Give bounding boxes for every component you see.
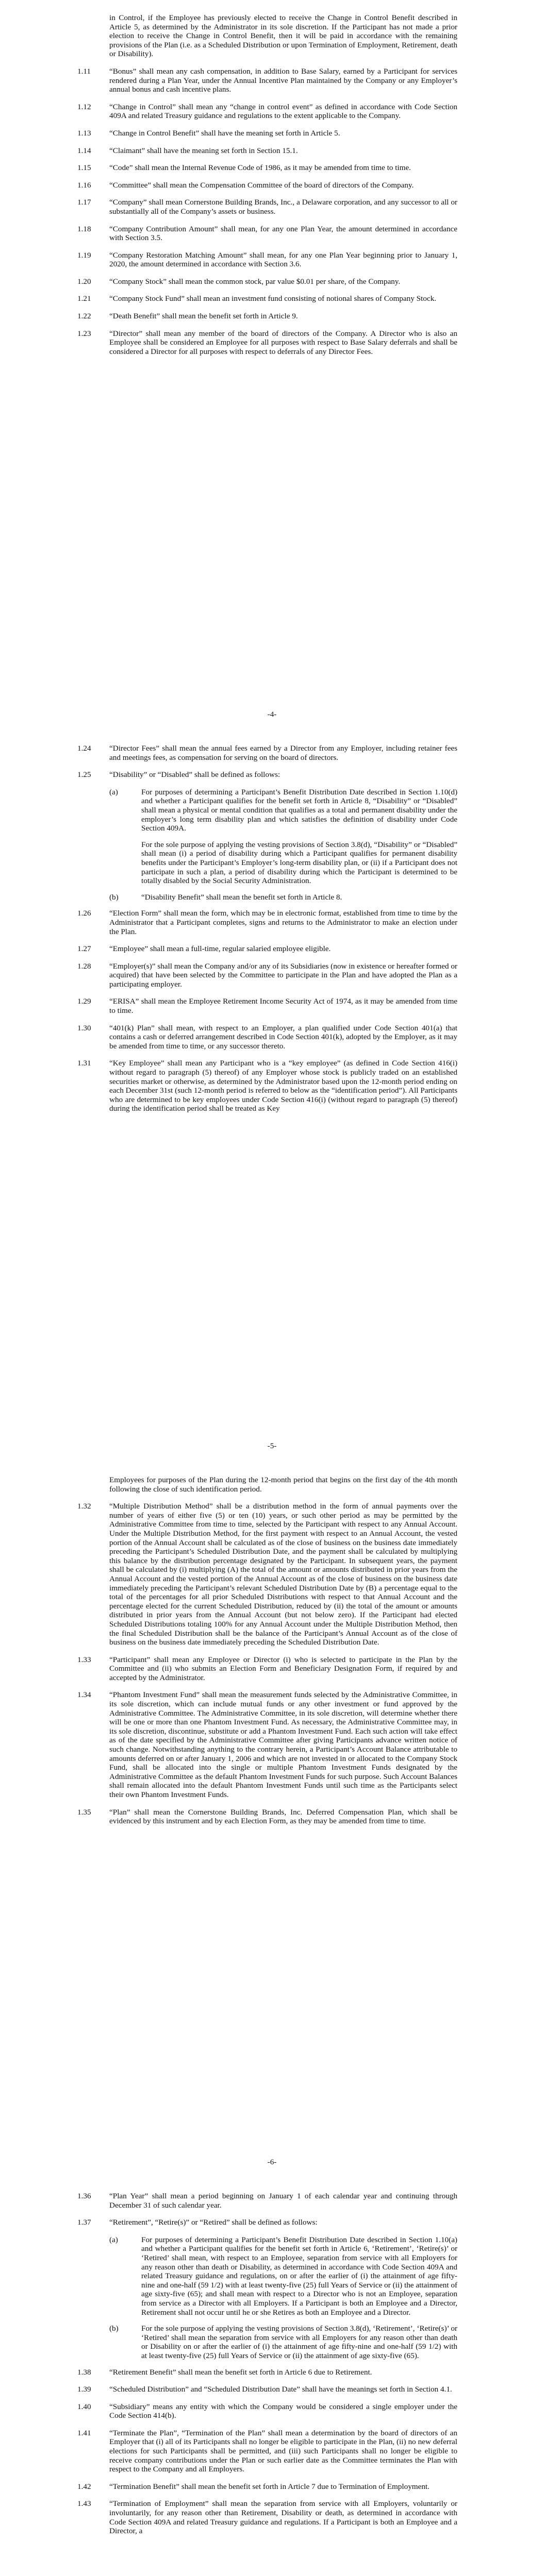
continuation-paragraph: in Control, if the Employee has previously elected to receive the Change in Control Benefit described in Article 5, as determined by the Administrator in its sole discretion. If the Participant has not made a prior election to receive the Change in Control Benefit, then it will be paid in accordance with the remaining provisions of the Plan (i.e. as a Scheduled Distribution or upon Termination of Employment, Retirement, death or Disability). <box>109 13 457 59</box>
section-text: “Change in Control” shall mean any “change in control event” as defined in accordance with Code Section 409A and related Treasury guidance and regulations to the extent applicable to the Company. <box>109 102 457 121</box>
subsection-text: For purposes of determining a Participant’s Benefit Distribution Date described in Section 1.10(a) and whether a Participant qualifies for the benefit set forth in Article 6, ‘Retirement’, ‘Retire(s)’ or ‘Retired’ shall mean, with respect to an Employee, separation from service with all Employers for any reason other than death or Disability, as determined in accordance with Code Section 409A and related Treasury guidance and regulations, on or after the earlier of (i) the attainment of age fifty-nine and one-half (59 1/2) with at least twenty-five (25) full Years of Service or (ii) the attainment of age sixty-five (65); and shall mean with respect to a Director who is not an Employee, separation from service as a Director with all Employers. If a Participant is both an Employee and a Director, Retirement shall not occur until he or she Retires as both an Employee and a Director. <box>141 2235 457 2317</box>
section-number: 1.26 <box>77 909 91 918</box>
page-number: -5- <box>267 1442 277 1451</box>
section-item <box>77 2499 457 2536</box>
section-text: “Employee” shall mean a full-time, regular salaried employee eligible. <box>109 944 331 954</box>
section-number: 1.34 <box>77 1690 91 1700</box>
section-text: “Director Fees” shall mean the annual fees earned by a Director from any Employer, including retainer fees and meetings fees, as compensation for serving on the board of directors. <box>109 744 457 762</box>
section-text: “Claimant” shall have the meaning set forth in Section 15.1. <box>109 146 298 155</box>
section-list <box>77 744 457 779</box>
section-text: “Bonus” shall mean any cash compensation, in addition to Base Salary, earned by a Participant for services rendered during a Plan Year, under the Annual Incentive Plan maintained by the Company or any Employer’s annual bonus and cash incentive plans. <box>109 66 457 94</box>
document-page-6 <box>0 1463 544 2179</box>
section-item <box>77 250 457 269</box>
section-item <box>77 770 457 779</box>
section-item <box>77 224 457 243</box>
section-text: “Company Stock Fund” shall mean an investment fund consisting of notional shares of Company Stock. <box>109 294 436 303</box>
page-number: -4- <box>267 710 277 719</box>
section-number: 1.21 <box>77 294 91 303</box>
section-text: “Termination of Employment” shall mean the separation from service with all Employers, voluntarily or involuntarily, for any reason other than Retirement, Disability or death, as determined in accordance with Code Section 409A and related Treasury guidance and regulations. If a Participant is both an Employee and a Director, a <box>109 2499 457 2536</box>
subsection-label: (b) <box>109 892 119 902</box>
section-text: “Director” shall mean any member of the board of directors of the Company. A Director who is also an Employee shall be considered an Employee for all purposes with respect to Base Salary deferrals and shall be considered a Director for all purposes with respect to deferrals of any Director Fees. <box>109 329 457 356</box>
section-number: 1.18 <box>77 224 91 233</box>
section-text: “Company Stock” shall mean the common stock, par value $0.01 per share, of the Company. <box>109 277 401 286</box>
document-page-7 <box>0 2179 544 2576</box>
section-item <box>77 2385 457 2394</box>
section-text: “Company” shall mean Cornerstone Building Brands, Inc., a Delaware corporation, and any successor to all or substantially all of the Company’s assets or business. <box>109 198 457 216</box>
section-item <box>77 1690 457 1799</box>
section-number: 1.36 <box>77 2192 91 2200</box>
section-item <box>77 744 457 762</box>
section-number: 1.24 <box>77 744 91 753</box>
section-text: “Disability” or “Disabled” shall be defined as follows: <box>109 770 281 779</box>
section-number: 1.20 <box>77 277 91 286</box>
section-item <box>77 66 457 94</box>
section-text: “Company Contribution Amount” shall mean, for any one Plan Year, the amount determined in accordance with Section 3.5. <box>109 224 457 243</box>
section-text: “Participant” shall mean any Employee or Director (i) who is selected to participate in the Plan by the Committee and (ii) who submits an Election Form and Beneficiary Designation Form, if required by and accepted by the Administrator. <box>109 1655 457 1682</box>
section-item <box>77 2367 457 2377</box>
section-number: 1.37 <box>77 2218 91 2227</box>
section-text: “Multiple Distribution Method” shall be a distribution method in the form of annual payments over the number of years of either five (5) or ten (10) years, or such other period as may be permitted by the Administrative Committee from time to time, selected by the Participant with respect to any Annual Account. Under the Multiple Distribution Method, for the first payment with respect to an Annual Account, the vested portion of the Annual Account shall be calculated as of the close of business on the business date immediately preceding the Participant’s Scheduled Distribution Date, and the payment shall be calculated by multiplying this balance by the distribution percentage designated by the Participant. In subsequent years, the payment shall be calculated by (i) multiplying (A) the total of the amount or amounts distributed in prior years from the Annual Account and the vested portion of the Annual Account as of the close of business on the business date immediately preceding the Participant’s relevant Scheduled Distribution Date by (B) a percentage equal to the total of the percentages for all prior Scheduled Distributions with respect to that Annual Account and the percentage elected for the current Scheduled Distribution, reduced by (ii) the total of the amount or amounts distributed in prior years from the Annual Account (but not below zero). If the Participant had elected Scheduled Distributions totaling 100% for any Annual Account under the Multiple Distribution Method, then the final Scheduled Distribution shall be the balance of the Participant’s Annual Account as of the close of business on the business date immediately preceding the Scheduled Distribution Date. <box>109 1502 457 1647</box>
section-item <box>77 277 457 286</box>
section-list <box>77 66 457 356</box>
section-number: 1.23 <box>77 329 91 338</box>
section-number: 1.12 <box>77 102 91 111</box>
section-number: 1.29 <box>77 997 91 1006</box>
section-item <box>77 1023 457 1051</box>
section-item <box>77 2482 457 2492</box>
section-number: 1.17 <box>77 198 91 207</box>
section-number: 1.33 <box>77 1655 91 1664</box>
section-number: 1.39 <box>77 2385 91 2394</box>
section-list <box>77 1502 457 1826</box>
section-item <box>77 294 457 303</box>
section-text: “Key Employee” shall mean any Participant who is a “key employee” (as defined in Code Section 416(i) without regard to paragraph (5) thereof) of any Employer whose stock is publicly traded on an established securities market or otherwise, as determined by the Administrator based upon the 12-month period ending on each December 31st (such 12-month period is referred to below as the “identification period”). All Participants who are determined to be key employees under Code Section 416(i) (without regard to paragraph (5) thereof) during the identification period shall be treated as Key <box>109 1059 457 1113</box>
section-text: “Code” shall mean the Internal Revenue Code of 1986, as it may be amended from time to time. <box>109 163 411 173</box>
section-number: 1.32 <box>77 1502 91 1511</box>
section-item <box>77 997 457 1015</box>
section-item <box>77 944 457 954</box>
section-text: “Company Restoration Matching Amount” shall mean, for any one Plan Year beginning prior to January 1, 2020, the amount determined in accordance with Section 3.6. <box>109 250 457 269</box>
section-text: “Phantom Investment Fund” shall mean the measurement funds selected by the Administrative Committee, in its sole discretion, which can include mutual funds or any other investment or fund approved by the Administrative Committee. The Administrative Committee, in its sole discretion, will determine whether there will be one or more than one Phantom Investment Fund. As necessary, the Administrative Committee may, in its sole discretion, discontinue, substitute or add a Phantom Investment Fund. Each such action will take effect as of the date specified by the Administrative Committee after giving Participants advance written notice of such change. Notwithstanding anything to the contrary herein, a Participant’s Account Balance attributable to amounts deferred on or after January 1, 2006 and which are not invested in or allocated to the Company Stock Fund, shall be allocated into the single or multiple Phantom Investment Funds designated by the Administrative Committee as the default Phantom Investment Funds for such purpose. Such Account Balances shall remain allocated into the default Phantom Investment Funds until such time as the Participants select their own Phantom Investment Funds. <box>109 1690 457 1799</box>
section-item <box>77 163 457 173</box>
subsection-label: (a) <box>109 787 118 796</box>
document-page-5 <box>0 732 544 1463</box>
page-number: -6- <box>267 2158 277 2167</box>
subsection-disability-a <box>109 788 457 886</box>
subsection-text: For the sole purpose of applying the vesting provisions of Section 3.8(d), ‘Retirement’, ‘Retire(s)’ or ‘Retired’ shall mean the separation from service with all Employers for any reason other than death or Disability on or after the earlier of (i) the attainment of age fifty-nine and one-half (59 1/2) with at least twenty-five (25) full Years of Service or (ii) the attainment of age sixty-five (65). <box>141 2324 457 2360</box>
section-item <box>77 180 457 190</box>
section-text: “Employer(s)” shall mean the Company and/or any of its Subsidiaries (now in existence or hereafter formed or acquired) that have been selected by the Committee to participate in the Plan and have adopted the Plan as a participating employer. <box>109 961 457 989</box>
section-item <box>77 128 457 138</box>
section-list <box>77 2192 457 2227</box>
subsection-text: For the sole purpose of applying the vesting provisions of Section 3.8(d), “Disability” or “Disabled” shall mean (i) a period of disability during which a Participant qualifies for permanent disability benefits under the Participant’s Employer’s long-term disability plan, or (ii) if a Participant does not participate in such a plan, a period of disability during which the Participant is determined to be totally disabled by the Social Security Administration. <box>141 840 457 886</box>
section-item <box>77 198 457 216</box>
section-number: 1.43 <box>77 2499 91 2509</box>
section-text: “Change in Control Benefit” shall have the meaning set forth in Article 5. <box>109 128 340 138</box>
section-number: 1.13 <box>77 128 91 138</box>
section-item <box>77 2428 457 2474</box>
subsection-retirement-a <box>109 2235 457 2317</box>
section-number: 1.38 <box>77 2367 91 2377</box>
section-text: “Plan Year” shall mean a period beginning on January 1 of each calendar year and continuing through December 31 of such calendar year. <box>109 2192 457 2210</box>
section-item <box>77 1502 457 1647</box>
document-page-4 <box>0 0 544 732</box>
section-number: 1.35 <box>77 1807 91 1817</box>
section-number: 1.14 <box>77 146 91 155</box>
subsection-disability-b <box>109 893 457 902</box>
section-number: 1.27 <box>77 944 91 954</box>
section-item <box>77 2218 457 2227</box>
section-text: “Death Benefit” shall mean the benefit set forth in Article 9. <box>109 312 298 321</box>
subsection-label: (a) <box>109 2235 118 2244</box>
section-number: 1.42 <box>77 2482 91 2491</box>
section-text: “Scheduled Distribution” and “Scheduled Distribution Date” shall have the meanings set forth in Section 4.1. <box>109 2385 452 2394</box>
section-number: 1.40 <box>77 2402 91 2411</box>
section-item <box>77 1807 457 1826</box>
section-text: “Election Form” shall mean the form, which may be in electronic format, established from time to time by the Administrator that a Participant completes, signs and returns to the Administrator to make an election under the Plan. <box>109 909 457 936</box>
section-text: “Terminate the Plan”, “Termination of the Plan” shall mean a determination by the board of directors of an Employer that (i) all of its Participants shall no longer be eligible to participate in the Plan, (ii) no new deferral elections for such Participants shall be permitted, and (iii) such Participants shall no longer be eligible to receive company contributions under the Plan or such earlier date as the Committee terminates the Plan with respect to the Company and all Employers. <box>109 2428 457 2474</box>
section-number: 1.30 <box>77 1023 91 1032</box>
section-item <box>77 146 457 156</box>
section-item <box>77 2192 457 2210</box>
section-item <box>77 909 457 936</box>
section-item <box>77 1655 457 1683</box>
section-item <box>77 961 457 989</box>
section-number: 1.19 <box>77 250 91 260</box>
section-text: “Committee” shall mean the Compensation Committee of the board of directors of the Company. <box>109 180 414 190</box>
section-list <box>77 909 457 1113</box>
section-number: 1.25 <box>77 770 91 779</box>
section-number: 1.16 <box>77 180 91 190</box>
section-item <box>77 329 457 357</box>
section-text: “Termination Benefit” shall mean the benefit set forth in Article 7 due to Termination of Employment. <box>109 2482 430 2491</box>
section-number: 1.41 <box>77 2428 91 2437</box>
section-text: “Plan” shall mean the Cornerstone Building Brands, Inc. Deferred Compensation Plan, which shall be evidenced by this instrument and by each Election Form, as they may be amended from time to time. <box>109 1807 457 1826</box>
subsection-label: (b) <box>109 2324 119 2333</box>
section-list <box>77 2367 457 2536</box>
section-number: 1.22 <box>77 312 91 321</box>
subsection-retirement-b <box>109 2324 457 2360</box>
subsection-text: For purposes of determining a Participant’s Benefit Distribution Date described in Section 1.10(d) and whether a Participant qualifies for the benefit set forth in Article 8, “Disability” or “Disabled” shall mean a physical or mental condition that qualifies as a total and permanent disability under the employer’s long term disability plan and which satisfies the definition of disability under Code Section 409A. <box>141 787 457 833</box>
continuation-paragraph: Employees for purposes of the Plan during the 12-month period that begins on the first day of the 4th month following the close of such identification period. <box>109 1476 457 1494</box>
section-item <box>77 102 457 121</box>
section-text: “Subsidiary” means any entity with which the Company would be considered a single employer under the Code Section 414(b). <box>109 2402 457 2420</box>
section-number: 1.15 <box>77 163 91 173</box>
section-text: “ERISA” shall mean the Employee Retirement Income Security Act of 1974, as it may be amended from time to time. <box>109 997 457 1015</box>
section-text: “Retirement”, “Retire(s)” or “Retired” shall be defined as follows: <box>109 2218 318 2227</box>
subsection-text: “Disability Benefit” shall mean the benefit set forth in Article 8. <box>141 892 342 902</box>
section-number: 1.28 <box>77 961 91 971</box>
section-number: 1.11 <box>77 66 91 76</box>
section-text: “401(k) Plan” shall mean, with respect to an Employer, a plan qualified under Code Section 401(a) that contains a cash or deferred arrangement described in Code Section 401(k), adopted by the Employer, as it may be amended from time to time, or any successor thereto. <box>109 1023 457 1050</box>
section-text: “Retirement Benefit” shall mean the benefit set forth in Article 6 due to Retirement. <box>109 2367 372 2377</box>
section-number: 1.31 <box>77 1059 91 1068</box>
section-item <box>77 2402 457 2420</box>
section-item <box>77 312 457 321</box>
section-item <box>77 1059 457 1113</box>
